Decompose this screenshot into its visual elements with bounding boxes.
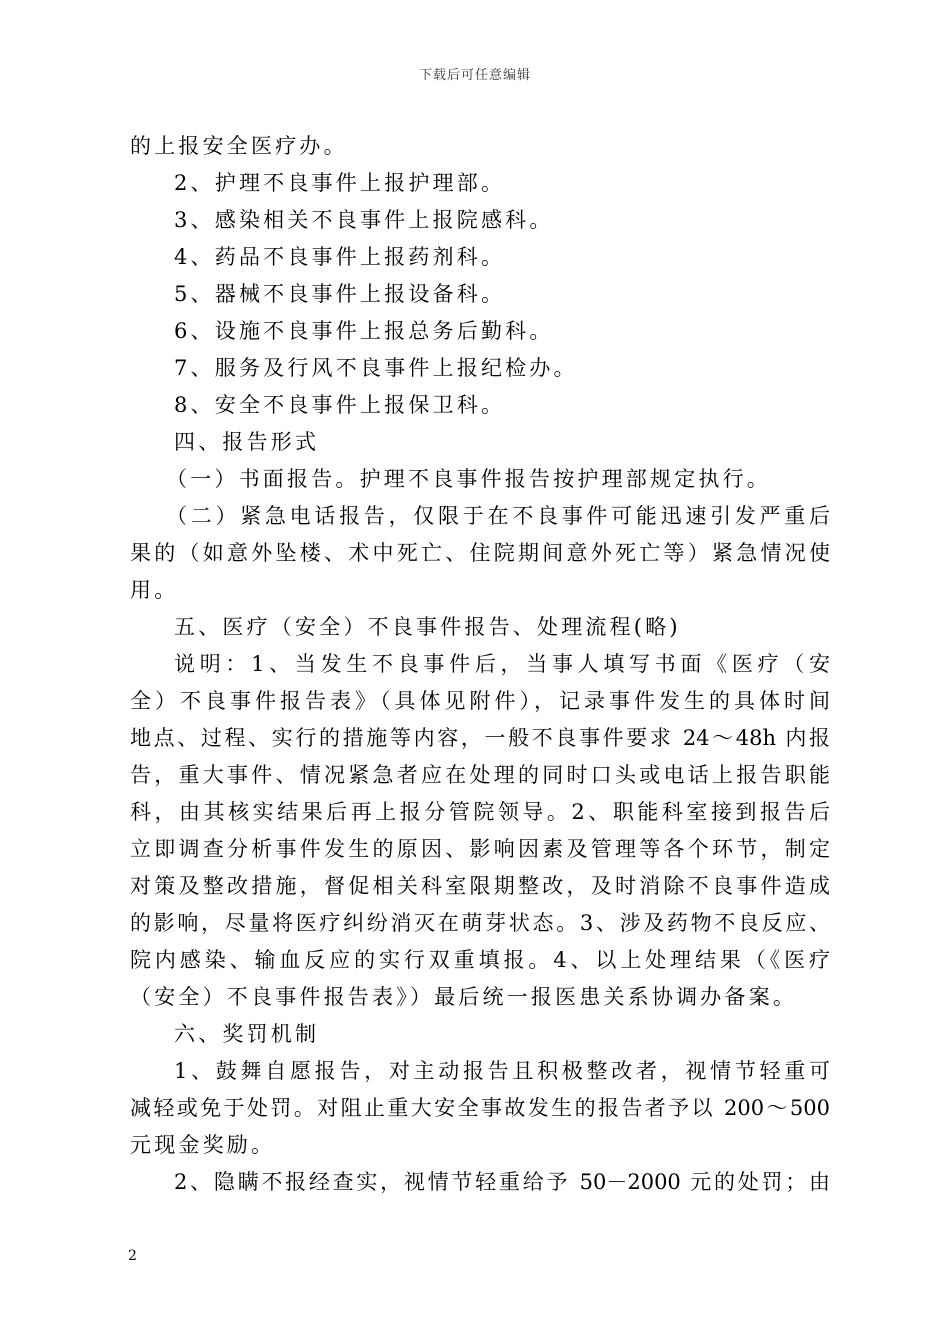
text-line: 说明：1、当发生不良事件后，当事人填写书面《医疗（安 (174, 652, 830, 676)
text-line: 告，重大事件、情况紧急者应在处理的同时口头或电话上报告职能 (130, 763, 830, 787)
text-line: （二）紧急电话报告，仅限于在不良事件可能迅速引发严重后 (166, 504, 830, 528)
text-line: 地点、过程、实行的措施等内容，一般不良事件要求 24～48h 内报 (130, 726, 830, 750)
text-line: 减轻或免于处罚。对阻止重大安全事故发生的报告者予以 200～500 (130, 1096, 830, 1120)
text-line: （安全）不良事件报告表》）最后统一报医患关系协调办备案。 (130, 985, 798, 1009)
text-line: 科，由其核实结果后再上报分管院领导。2、职能科室接到报告后 (130, 800, 830, 824)
text-line: 五、医疗（安全）不良事件报告、处理流程(略) (174, 615, 681, 639)
text-line: 元现金奖励。 (130, 1133, 276, 1157)
text-line: 6、设施不良事件上报总务后勤科。 (174, 319, 554, 343)
text-line: 8、安全不良事件上报保卫科。 (174, 393, 506, 417)
text-line: 四、报告形式 (174, 430, 320, 454)
text-line: 4、药品不良事件上报药剂科。 (174, 245, 506, 269)
text-line: 2、隐瞒不报经查实，视情节轻重给予 50－2000 元的处罚；由 (174, 1170, 830, 1194)
text-line: 5、器械不良事件上报设备科。 (174, 282, 506, 306)
text-line: 六、奖罚机制 (174, 1022, 320, 1046)
page-header: 下载后可任意编辑 (418, 68, 531, 83)
text-line: 的影响，尽量将医疗纠纷消灭在萌芽状态。3、涉及药物不良反应、 (130, 911, 830, 935)
text-line: 全）不良事件报告表》（具体见附件），记录事件发生的具体时间 (130, 689, 830, 713)
text-line: 2、护理不良事件上报护理部。 (174, 171, 506, 195)
text-line: （一）书面报告。护理不良事件报告按护理部规定执行。 (166, 467, 771, 491)
document-body (130, 128, 830, 1201)
text-line: 院内感染、输血反应的实行双重填报。4、以上处理结果（《医疗 (130, 948, 830, 972)
text-line: 的上报安全医疗办。 (130, 134, 348, 158)
text-line: 对策及整改措施，督促相关科室限期整改，及时消除不良事件造成 (130, 874, 830, 898)
page-number: 2 (128, 1248, 137, 1264)
text-line: 立即调查分析事件发生的原因、影响因素及管理等各个环节，制定 (130, 837, 830, 861)
text-line: 果的（如意外坠楼、术中死亡、住院期间意外死亡等）紧急情况使 (130, 541, 830, 565)
text-line: 用。 (130, 578, 179, 602)
text-line: 7、服务及行风不良事件上报纪检办。 (174, 356, 578, 380)
text-line: 1、鼓舞自愿报告，对主动报告且积极整改者，视情节轻重可 (174, 1059, 830, 1083)
text-line: 3、感染相关不良事件上报院感科。 (174, 208, 554, 232)
